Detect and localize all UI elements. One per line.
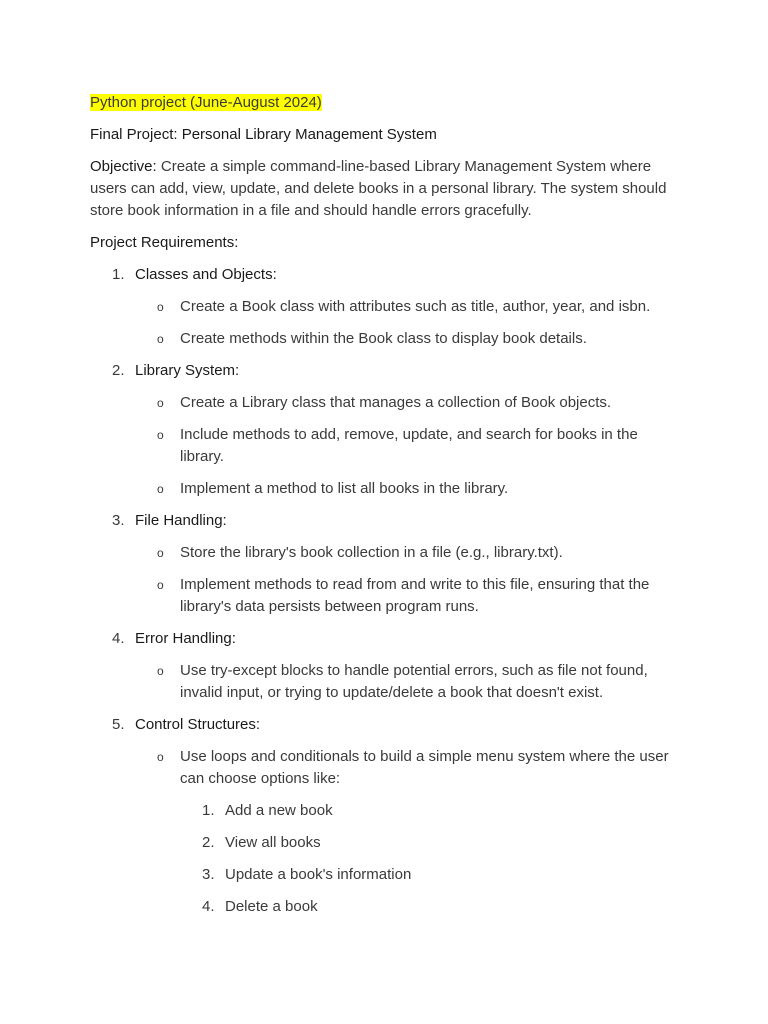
requirement-item — [90, 264, 680, 350]
requirement-title: Classes and Objects: — [135, 266, 277, 283]
menu-option-item — [180, 864, 680, 886]
highlighted-header: Python project (June-August 2024) — [90, 94, 322, 111]
menu-option-number: 3. — [202, 866, 215, 883]
menu-options-list — [180, 800, 680, 918]
bullet-text: Use try-except blocks to handle potential errors, such as file not found, invalid input, or trying to update/delete a book that doesn't exist. — [180, 662, 648, 701]
requirement-number: 3. — [112, 512, 125, 529]
list-item — [135, 574, 680, 618]
menu-option-item — [180, 896, 680, 918]
menu-option-number: 4. — [202, 898, 215, 915]
requirement-number: 1. — [112, 266, 125, 283]
list-item — [135, 478, 680, 500]
bullet-icon: o — [157, 300, 164, 314]
header-line — [90, 92, 680, 114]
requirement-item — [90, 714, 680, 918]
list-item — [135, 660, 680, 704]
requirement-title: File Handling: — [135, 512, 227, 529]
objective-text: Create a simple command-line-based Library Management System where users can add, view, update, and delete books in a personal library. The system should store book information in a file and should handle errors gracefully. — [90, 158, 667, 219]
list-item — [135, 328, 680, 350]
requirement-number: 5. — [112, 716, 125, 733]
bullet-icon: o — [157, 482, 164, 496]
bullet-text: Create methods within the Book class to display book details. — [180, 330, 587, 347]
requirement-title: Library System: — [135, 362, 240, 379]
bullet-text: Implement a method to list all books in the library. — [180, 480, 509, 497]
list-item — [135, 296, 680, 318]
list-item — [135, 424, 680, 468]
menu-option-text: Update a book's information — [225, 866, 412, 883]
bullet-icon: o — [157, 578, 164, 592]
bullet-list — [135, 392, 680, 500]
bullet-text: Store the library's book collection in a file (e.g., library.txt). — [180, 544, 563, 561]
bullet-list — [135, 660, 680, 704]
requirement-number: 4. — [112, 630, 125, 647]
bullet-list — [135, 542, 680, 618]
document-content — [90, 92, 680, 928]
list-item — [135, 746, 680, 918]
bullet-text: Create a Library class that manages a collection of Book objects. — [180, 394, 612, 411]
list-item — [135, 542, 680, 564]
bullet-icon: o — [157, 428, 164, 442]
bullet-icon: o — [157, 664, 164, 678]
objective-paragraph — [90, 156, 680, 222]
bullet-text: Implement methods to read from and write to this file, ensuring that the library's data persists between program runs. — [180, 576, 650, 615]
menu-option-number: 1. — [202, 802, 215, 819]
menu-option-item — [180, 832, 680, 854]
bullet-icon: o — [157, 332, 164, 346]
requirement-item — [90, 628, 680, 704]
requirement-item — [90, 510, 680, 618]
menu-option-number: 2. — [202, 834, 215, 851]
document-title: Final Project: Personal Library Management System — [90, 126, 437, 143]
requirement-title: Error Handling: — [135, 630, 236, 647]
requirement-item — [90, 360, 680, 500]
menu-option-text: Add a new book — [225, 802, 333, 819]
bullet-icon: o — [157, 546, 164, 560]
requirement-number: 2. — [112, 362, 125, 379]
bullet-text: Include methods to add, remove, update, and search for books in the library. — [180, 426, 638, 465]
bullet-icon: o — [157, 750, 164, 764]
list-item — [135, 392, 680, 414]
bullet-list — [135, 746, 680, 918]
menu-option-text: Delete a book — [225, 898, 318, 915]
menu-option-item — [180, 800, 680, 822]
bullet-text: Use loops and conditionals to build a simple menu system where the user can choose options like: — [180, 748, 669, 787]
bullet-icon: o — [157, 396, 164, 410]
bullet-text: Create a Book class with attributes such as title, author, year, and isbn. — [180, 298, 651, 315]
requirement-title: Control Structures: — [135, 716, 261, 733]
requirements-heading: Project Requirements: — [90, 234, 239, 251]
menu-option-text: View all books — [225, 834, 321, 851]
objective-label: Objective: — [90, 158, 157, 175]
bullet-list — [135, 296, 680, 350]
